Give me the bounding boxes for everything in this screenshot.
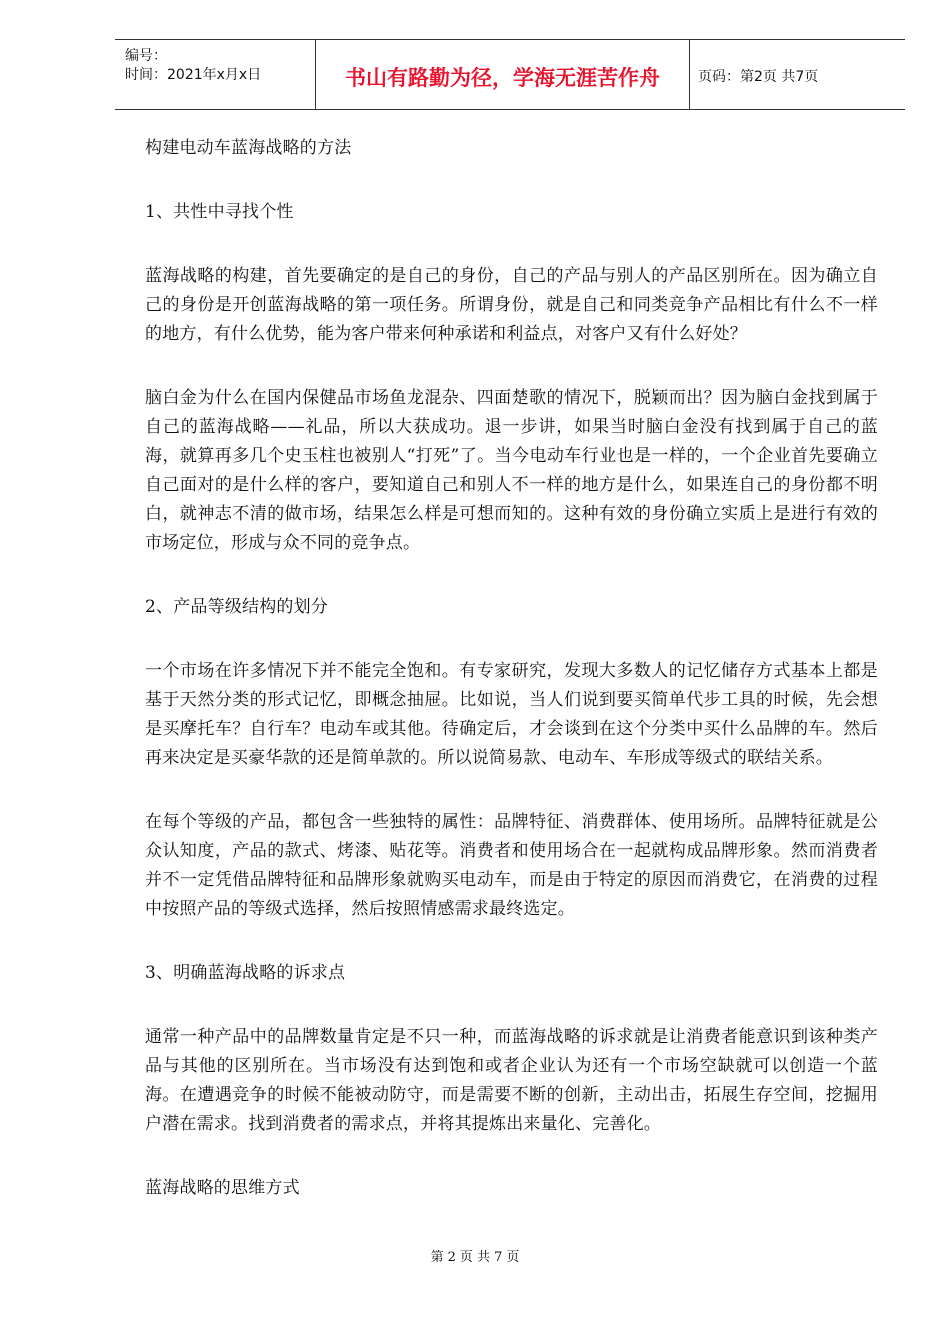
footer-middle: 页 共 (459, 1250, 491, 1265)
paragraph: 脑白金为什么在国内保健品市场鱼龙混杂、四面楚歌的情况下，脱颖而出？因为脑白金找到属于自己的蓝海战略——礼品，所以大获成功。退一步讲，如果当时脑白金没有找到属于自己的蓝海，就算再多几个史玉柱也被别人“打死”了。当今电动车行业也是一样的，一个企业首先要确立自己面对的是什么样的客户，要知道自己和别人不一样的地方是什么，如果连自己的身份都不明白，就神志不清的做市场，结果怎么样是可想而知的。这种有效的身份确立实质上是进行有效的市场定位，形成与众不同的竞争点。 (145, 388, 878, 553)
time-label: 时间：2021年x月x日 (125, 67, 262, 83)
subheading: 3、明确蓝海战略的诉求点 (145, 963, 346, 983)
paragraph: 一个市场在许多情况下并不能完全饱和。有专家研究，发现大多数人的记忆储存方式基本上都是基于天然分类的形式记忆，即概念抽屉。比如说，当人们说到要买简单代步工具的时候，先会想是买摩托车？自行车？电动车或其他。待确定后，才会谈到在这个分类中买什么品牌的车。然后再来决定是买豪华款的还是简单款的。所以说简易款、电动车、车形成等级式的联结关系。 (145, 661, 878, 768)
subheading: 1、共性中寻找个性 (145, 202, 294, 222)
code-label: 编号： (125, 48, 167, 64)
page-info: 页码：第2页 共7页 (698, 69, 819, 85)
motto-text: 书山有路勤为径，学海无涯苦作舟 (345, 66, 660, 90)
document-body (145, 134, 878, 1203)
paragraph: 通常一种产品中的品牌数量肯定是不只一种，而蓝海战略的诉求就是让消费者能意识到该种类产品与其他的区别所在。当市场没有达到饱和或者企业认为还有一个市场空缺就可以创造一个蓝海。在遭遇竞争的时候不能被动防守，而是需要不断的创新，主动出击，拓展生存空间，挖掘用户潜在需求。找到消费者的需求点，并将其提炼出来量化、完善化。 (145, 1027, 878, 1134)
header-meta-cell (115, 40, 316, 109)
footer-prefix: 第 (430, 1250, 444, 1265)
page-footer (0, 1246, 950, 1265)
footer-suffix: 页 (506, 1250, 520, 1265)
footer-current-page: 2 (447, 1250, 456, 1265)
paragraph: 在每个等级的产品，都包含一些独特的属性：品牌特征、消费群体、使用场所。品牌特征就是公众认知度，产品的款式、烤漆、贴花等。消费者和使用场合在一起就构成品牌形象。然而消费者并不一定凭借品牌特征和品牌形象就购买电动车，而是由于特定的原因而消费它，在消费的过程中按照产品的等级式选择，然后按照情感需求最终选定。 (145, 812, 878, 919)
footer-total-pages: 7 (494, 1250, 503, 1265)
header-motto-cell (316, 40, 690, 109)
page-header (115, 39, 905, 110)
header-page-cell (690, 40, 904, 109)
subheading: 2、产品等级结构的划分 (145, 597, 329, 617)
section-title: 构建电动车蓝海战略的方法 (145, 138, 352, 158)
paragraph: 蓝海战略的构建，首先要确定的是自己的身份，自己的产品与别人的产品区别所在。因为确立自己的身份是开创蓝海战略的第一项任务。所谓身份，就是自己和同类竞争产品相比有什么不一样的地方，有什么优势，能为客户带来何种承诺和利益点，对客户又有什么好处？ (145, 266, 878, 344)
subheading: 蓝海战略的思维方式 (145, 1178, 300, 1198)
